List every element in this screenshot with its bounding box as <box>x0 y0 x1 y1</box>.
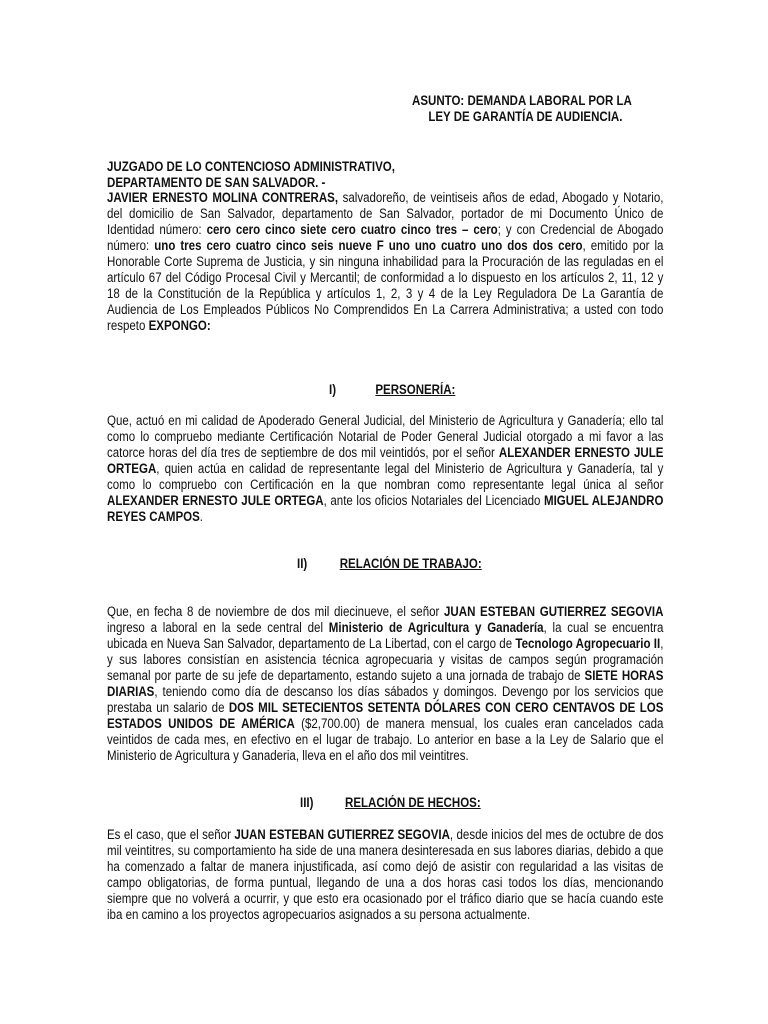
personeria-text-4: . <box>199 509 203 524</box>
trabajo-job-title: Tecnologo Agropecuario II <box>515 636 661 651</box>
hechos-employee-name: JUAN ESTEBAN GUTIERREZ SEGOVIA <box>234 827 450 842</box>
court-line-2: DEPARTAMENTO DE SAN SALVADOR. - <box>107 175 326 190</box>
personeria-text-2: , quien actúa en calidad de representante legal del Ministerio de Agricultura y Ganadería, tal y como lo compruebo con Certificación en la que nombran como representante legal única al señor <box>107 461 664 492</box>
section-title: RELACIÓN DE TRABAJO: <box>339 556 482 571</box>
trabajo-text-3: , la cual se encuentra ubicada en Nueva San Salvador, departamento de La Libertad, con el cargo de <box>107 620 664 651</box>
subject-line-2: LEY DE GARANTÍA DE AUDIENCIA. <box>428 109 623 124</box>
subject-line-1: ASUNTO: DEMANDA LABORAL POR LA <box>412 93 632 108</box>
personeria-paragraph <box>107 413 663 525</box>
intro-paragraph <box>107 190 663 334</box>
intro-text-2: ; y con Credencial de Abogado número: <box>107 222 664 253</box>
trabajo-paragraph <box>107 604 663 764</box>
subject-heading <box>412 93 632 125</box>
intro-text-1: salvadoreño, de veintiseis años de edad, Abogado y Notario, del domicilio de San Salvador, departamento de San Salvador, portador de mi Documento Único de Identidad número: <box>107 190 664 237</box>
section-title: PERSONERÍA: <box>375 382 456 397</box>
personeria-representative-name-2: ALEXANDER ERNESTO JULE ORTEGA <box>107 493 324 508</box>
intro-text-3: , emitido por la Honorable Corte Suprema de Justicia, y sin ninguna inhabilidad para la Procuración de las reguladas en el artículo 67 del Código Procesal Civil y Mercantil; de conformidad a lo dispuesto en los artículos 2, 11, 12 y 18 de la Constitución de la República y artículos 1, 2, 3 y 4 de la Ley Reguladora De La Garantía de Audiencia de Los Empleados Públicos No Comprendidos En La Carrera Administrativa; a usted con todo respeto <box>107 238 664 333</box>
personeria-notary-name: MIGUEL ALEJANDRO REYES CAMPOS <box>107 493 664 524</box>
hechos-paragraph <box>107 827 663 923</box>
intro-credential-number: uno tres cero cuatro cinco seis nueve F uno uno cuatro uno dos dos cero <box>154 238 583 253</box>
trabajo-employee-name: JUAN ESTEBAN GUTIERREZ SEGOVIA <box>444 604 664 619</box>
trabajo-text-1: Que, en fecha 8 de noviembre de dos mil diecinueve, el señor <box>107 604 445 619</box>
personeria-text-1: Que, actuó en mi calidad de Apoderado General Judicial, del Ministerio de Agricultura y Ganadería; ello tal como lo compruebo mediante Certificación Notarial de Poder General Judicial otorgado a mi favor a las catorce horas del día tres de septiembre de dos mil veintidós, por el señor <box>107 413 664 460</box>
section-heading-hechos <box>300 795 481 811</box>
section-heading-personeria <box>329 382 455 398</box>
hechos-text-1: Es el caso, que el señor <box>107 827 235 842</box>
trabajo-ministry: Ministerio de Agricultura y Ganadería <box>328 620 544 635</box>
section-number: II) <box>297 556 308 571</box>
trabajo-hours: SIETE HORAS DIARIAS <box>107 668 664 699</box>
intro-dui-number: cero cero cinco siete cero cuatro cinco tres – cero <box>206 222 498 237</box>
trabajo-text-5: , teniendo como día de descanso los días sábados y domingos. Devengo por los servicios que prestaba un salario de <box>107 684 664 715</box>
court-line-1: JUZGADO DE LO CONTENCIOSO ADMINISTRATIVO, <box>107 159 395 174</box>
section-heading-trabajo <box>297 556 482 572</box>
trabajo-salary-words: DOS MIL SETECIENTOS SETENTA DÓLARES CON CERO CENTAVOS DE LOS ESTADOS UNIDOS DE AMÉRICA <box>107 700 664 731</box>
trabajo-text-2: ingreso a laboral en la sede central del <box>107 620 329 635</box>
trabajo-text-4: , y sus labores consistían en asistencia técnica agropecuaria y visitas de campos según programación semanal por parte de su jefe de departamento, estando sujeto a una jornada de trabajo de <box>107 636 664 683</box>
personeria-text-3: , ante los oficios Notariales del Licenciado <box>323 493 545 508</box>
personeria-representative-name: ALEXANDER ERNESTO JULE ORTEGA <box>107 445 664 476</box>
section-number: I) <box>329 382 337 397</box>
hechos-text-2: , desde inicios del mes de octubre de dos mil veintitres, su comportamiento ha side de una manera desinteresada en sus labores diarias, debido a que ha comenzado a faltar de manera injustificada, así como dejó de asistir con regularidad a las visitas de campo obligatorias, de forma puntual, llegando de una a dos horas casi todos los días, mencionando siempre que no volverá a ocurrir, y que esto era ocasionado por el tráfico diario que se hacía cuando este iba en camino a los proyectos agropecuarios asignados a su persona actualmente. <box>107 827 664 922</box>
court-address <box>107 159 395 191</box>
trabajo-text-6: ($2,700.00) de manera mensual, los cuales eran cancelados cada veintidos de cada mes, en efectivo en el lugar de trabajo. Lo anterior en base a la Ley de Salario que el Ministerio de Agricultura y Ganaderia, lleva en el año dos mil veintitres. <box>107 716 664 763</box>
section-number: III) <box>300 795 314 810</box>
intro-expongo: EXPONGO: <box>148 318 211 333</box>
section-title: RELACIÓN DE HECHOS: <box>345 795 481 810</box>
intro-attorney-name: JAVIER ERNESTO MOLINA CONTRERAS, <box>107 190 339 205</box>
